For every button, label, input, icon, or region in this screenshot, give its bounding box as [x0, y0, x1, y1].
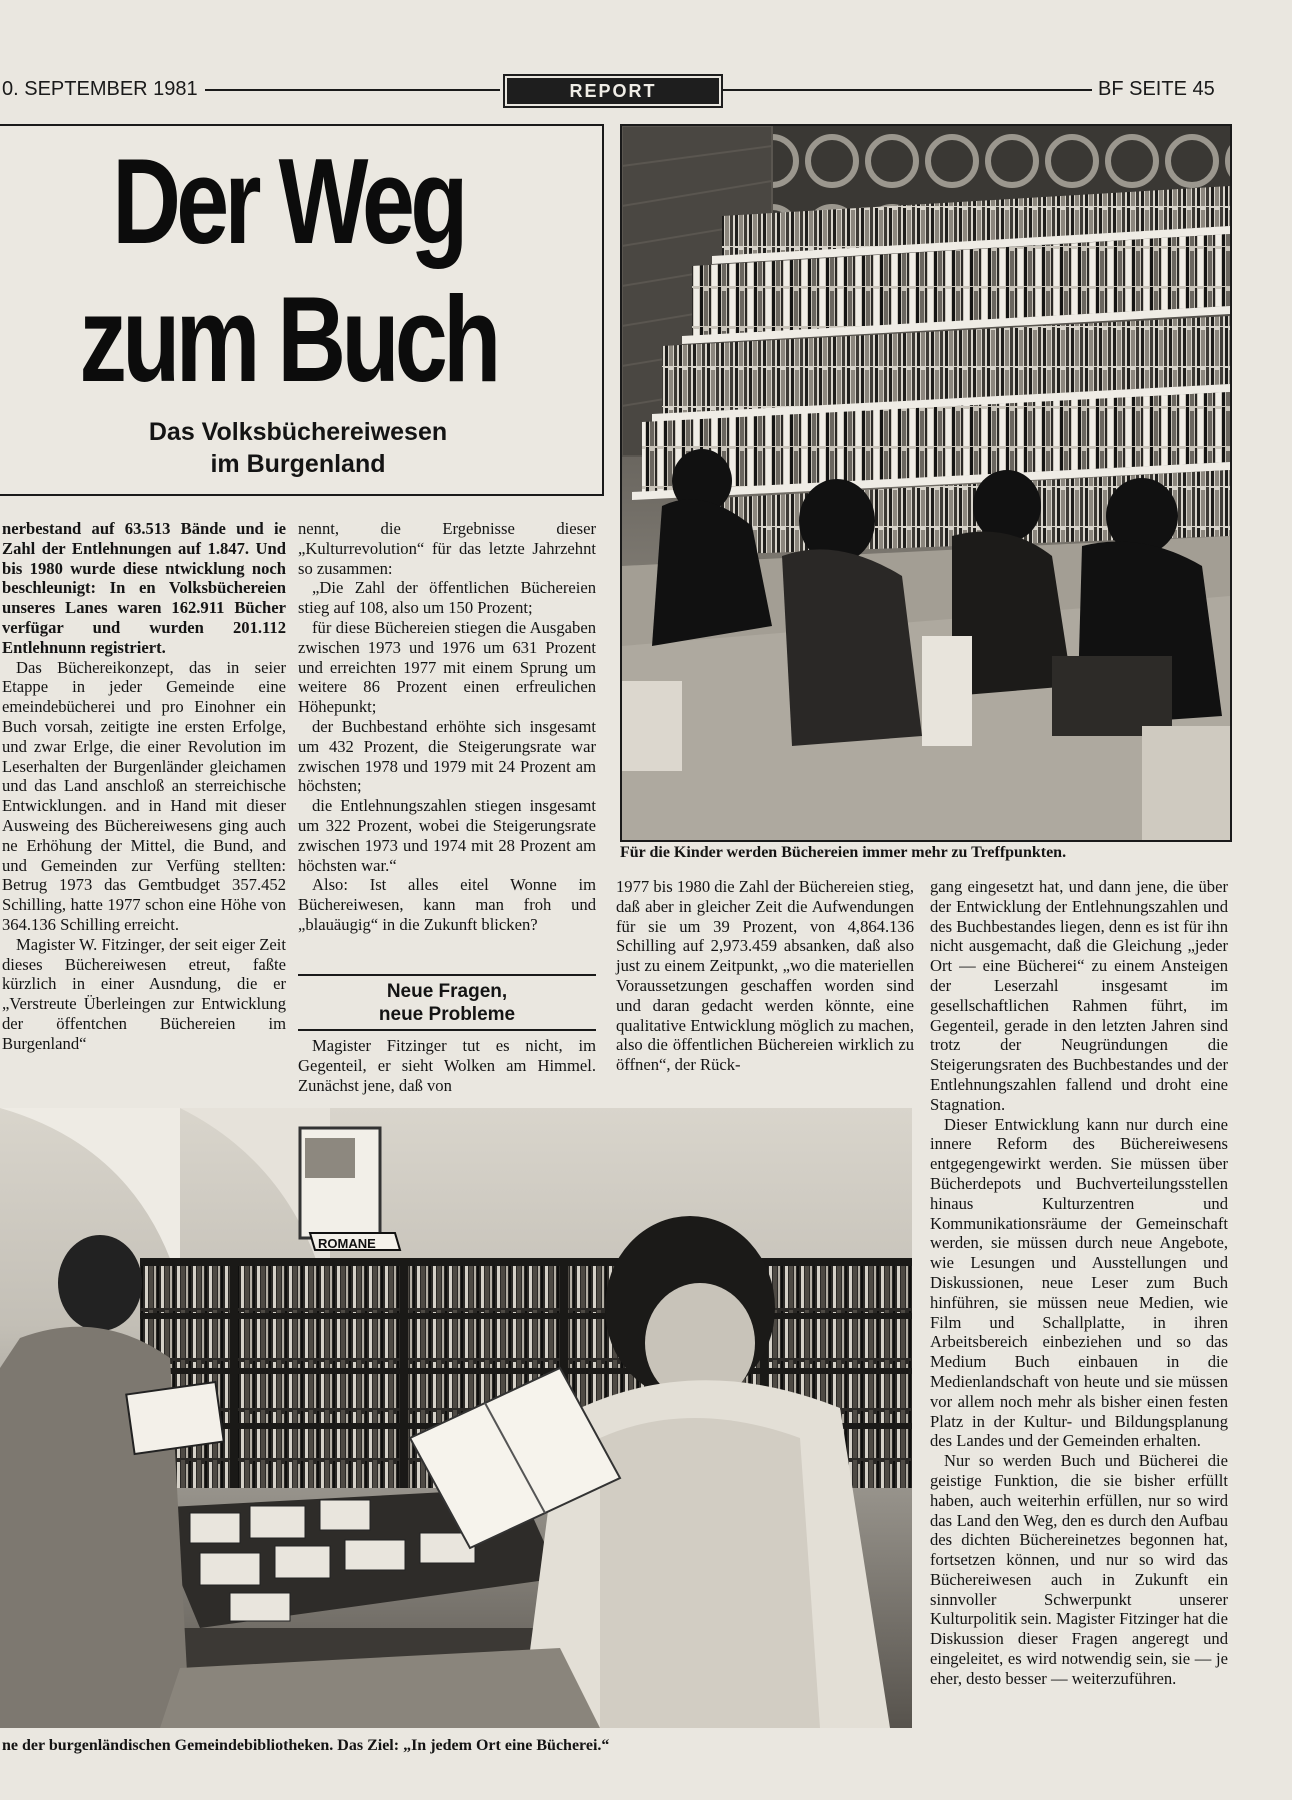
- col1-paragraph-2: Das Büchereikonzept, das in seier Etappe in jeder Gemeinde eine emeindebücherei und pro Einohner ein Buch vorsah, zeitigte ine ersten Erfolge, und zwar Erlge, die einer Revolution im Leserhalten der Burgenländer gleichamen und das Land anschloß an sterreichische Entwicklungen. and in Hand mit dieser Ausweing des Büchereiwesens ging auch ne Erhöhung der Mittel, die Bund, and und Gemeinden zur Verfüng stellten: Betrug 1973 das Gemtbudget 357.452 Schilling, hatte 1977 schon eine Höhe von 364.136 Schilling erreicht.: [2, 657, 286, 934]
- column-2-continued: [298, 1036, 596, 1095]
- column-2: [298, 519, 596, 935]
- subheadline-line-1: Das Volksbüchereiwesen: [148, 418, 448, 446]
- header-rule-left: [205, 89, 500, 91]
- caption-top-photo: Für die Kinder werden Büchereien immer mehr zu Treffpunkten.: [620, 844, 1067, 861]
- title-box: [0, 124, 604, 496]
- page-number: BF SEITE 45: [1098, 78, 1215, 100]
- column-1: [2, 519, 286, 1054]
- col2-paragraph-2: „Die Zahl der öffentlichen Büchereien stieg auf 108, also um 150 Prozent;: [298, 578, 596, 618]
- col4-paragraph-1: gang eingesetzt hat, und dann jene, die über der Entwicklung der Entlehnungszahlen und des Buchbestandes liegen, denn es ist für ihn nicht ausgemacht, daß die Gleichung „jeder Ort — eine Bücherei“ zu einem Ansteigen der Leserzahl insgesamt im gesellschaftlichen Rahmen führt, im Gegenteil, gerade in den letzten Jahren sind trotz der Neugründungen die Steigerungsraten des Buchbestandes und der Entlehnungszahlen fallend und droht eine Stagnation.: [930, 877, 1228, 1114]
- col1-paragraph-3: Magister W. Fitzinger, der seit eiger Zeit dieses Büchereiwesen etreut, faßte kürzlich in einer Ausndung, die er „Verstreute Überleingen zur Entwicklung der öffentchen Büchereien im Burgenland“: [2, 934, 286, 1053]
- col2-paragraph-4: der Buchbestand erhöhte sich insgesamt um 432 Prozent, die Steigerungsrate war zwischen 1978 und 1979 mit 24 Prozent am höchsten;: [298, 716, 596, 796]
- col3-paragraph-1: 1977 bis 1980 die Zahl der Büchereien stieg, daß aber in gleicher Zeit die Aufwendungen für sie um 39 Prozent, von 4,864.136 Schilling auf 2,973.459 absanken, daß also just zu einem Zeitpunkt, „wo die materiellen Voraussetzungen geschaffen worden sind und daran gedacht werden könnte, eine qualitative Entwicklung möglich zu machen, also die öffentlichen Büchereien wirklich zu öffnen“, der Rück-: [616, 877, 914, 1075]
- section-label: REPORT: [503, 74, 723, 108]
- photo-library-browsing: [0, 1108, 912, 1728]
- caption-bottom-photo: ne der burgenländischen Gemeindebibliotheken. Das Ziel: „In jedem Ort eine Bücherei.“: [2, 1737, 610, 1754]
- section-heading-line-2: neue Probleme: [378, 1004, 516, 1025]
- section-heading-line-1: Neue Fragen,: [386, 981, 508, 1002]
- section-rule-bottom: [298, 1029, 596, 1031]
- col4-paragraph-3: Nur so werden Buch und Bücherei die geistige Funktion, die sie bisher erfüllt haben, auch weiterhin erfüllen, nur so wird das Land den Weg, den es durch den Aufbau des dichten Büchereinetzes begonnen hat, fortsetzen können, und nur so wird das Büchereiwesen auch in Zukunft ein sinnvoller Schwerpunkt unserer Kulturpolitik sein. Magister Fitzinger hat die Diskussion dieser Fragen angeregt und eingeleitet, es wird notwendig sein, sie — je eher, desto besser — weiterzuführen.: [930, 1451, 1228, 1688]
- col2-paragraph-5: die Entlehnungszahlen stiegen insgesamt um 322 Prozent, wobei die Steigerungsrate zwischen 1973 und 1974 mit 28 Prozent am höchsten war.“: [298, 796, 596, 875]
- headline-line-2: zum Buch: [79, 271, 497, 407]
- col2-paragraph-7: Magister Fitzinger tut es nicht, im Gegenteil, er sieht Wolken am Himmel. Zunächst jene, daß von: [298, 1036, 596, 1095]
- column-4: [930, 877, 1228, 1689]
- section-rule-top: [298, 974, 596, 976]
- photo-library-browsing-image: [0, 1108, 912, 1728]
- romane-sign-label: ROMANE: [318, 1236, 376, 1251]
- photo-children-library-image: [622, 126, 1230, 840]
- col2-paragraph-6: Also: Ist alles eitel Wonne im Büchereiwesen, kann man froh und „blauäugig“ in die Zukunft blicken?: [298, 875, 596, 934]
- issue-date: 0. SEPTEMBER 1981: [2, 78, 198, 100]
- photo-children-library: [620, 124, 1232, 842]
- col2-paragraph-1: nennt, die Ergebnisse dieser „Kulturrevolution“ für das letzte Jahrzehnt so zusammen:: [298, 519, 596, 578]
- column-3: [616, 877, 914, 1075]
- col1-paragraph-1: nerbestand auf 63.513 Bände und ie Zahl der Entlehnungen auf 1.847. Und bis 1980 wurde diese ntwicklung noch beschleunigt: In en Volksbüchereien unseres Lanes waren 162.911 Bücher verfügar und wurden 201.112 Entlehnunn registriert.: [2, 519, 286, 657]
- subheadline-line-2: im Burgenland: [210, 450, 386, 478]
- col4-paragraph-2: Dieser Entwicklung kann nur durch eine innere Reform des Büchereiwesens entgegengewirkt werden. Sie müssen über Bücherdepots und Buchverteilungsstellen hinaus Kulturzentren und Kommunikationsräume der Gemeinschaft werden, sie müssen durch neue Angebote, wie Lesungen und Ausstellungen und Diskussionen, neue Leser zum Buch hinführen, sie müssen neue Medien, wie Film und Schallplatte, in ihren Arbeitsbereich einbeziehen und so das Medium Buch einbauen in die Medienlandschaft von heute und sie müssen vor allem noch mehr als bisher einen festen Platz in der Kultur- und Bildungsplanung des Landes und der Gemeinden erhalten.: [930, 1114, 1228, 1451]
- col2-paragraph-3: für diese Büchereien stiegen die Ausgaben zwischen 1973 und 1976 um 631 Prozent und erreichten 1977 mit einem Sprung um weitere 86 Prozent einen erfreulichen Höhepunkt;: [298, 617, 596, 717]
- headline-line-1: Der Weg: [112, 133, 464, 269]
- header-rule-right: [722, 89, 1092, 91]
